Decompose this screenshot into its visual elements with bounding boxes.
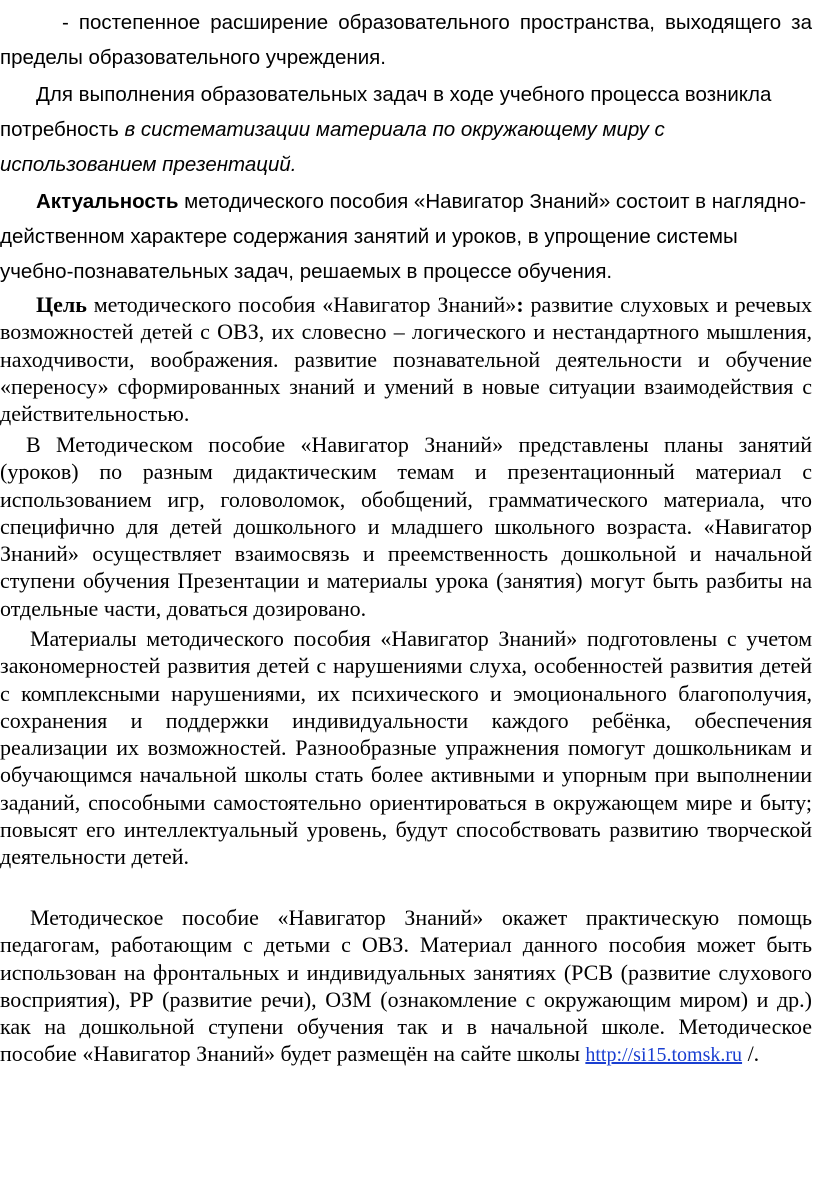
paragraph-1 [0, 5, 812, 75]
school-site-link[interactable]: http://si15.tomsk.ru [585, 1044, 743, 1067]
paragraph-5-text: В Методическом пособие «Навигатор Знаний» представлены планы занятий (уроков) по разным дидактическим темам и презентационный материал с использованием игр, головоломок, обобщений, грамматического материала, что специфично для детей дошкольного и младшего школьного возраста. «Навигатор Знаний» осуществляет взаимосвязь и преемственность дошкольной и начальной ступени обучения Презентации и материалы урока (занятия) могут быть разбиты на отдельные части, доваться дозировано. [0, 432, 812, 621]
paragraph-4-text-a: методического пособия «Навигатор Знаний» [86, 292, 517, 317]
paragraph-4-colon: : [516, 292, 524, 317]
paragraph-7 [0, 904, 812, 1070]
paragraph-5 [0, 431, 812, 622]
paragraph-4 [0, 291, 812, 427]
goal-heading: Цель [36, 292, 87, 317]
paragraph-6 [0, 625, 812, 871]
paragraph-2 [0, 77, 812, 182]
paragraph-7-tail: /. [742, 1041, 760, 1067]
paragraph-2-lead: Для выполнения образовательных задач в ходе учебного процесса возникла потребность [0, 83, 772, 141]
paragraph-1-text: - постепенное расширение образовательного пространства, выходящего за пределы образовательного учреждения. [0, 11, 812, 69]
paragraph-3-text: методического пособия «Навигатор Знаний» состоит в наглядно-действенном характере содержания занятий и уроков, в упрощение системы учебно-познавательных задач, решаемых в процессе обучения. [0, 190, 807, 283]
paragraph-2-italic: в систематизации материала по окружающему миру с использованием презентаций. [0, 118, 665, 176]
relevance-heading: Актуальность [36, 190, 179, 213]
paragraph-4-text-b: развитие слуховых и речевых возможностей детей с ОВЗ, их словесно – логического и нестандартного мышления, находчивости, воображения. развитие познавательной деятельности и обучение «переносу» сформированных знаний и умений в новые ситуации взаимодействия с действительностью. [0, 292, 812, 427]
paragraph-3 [0, 184, 812, 289]
paragraph-7-text: Методическое пособие «Навигатор Знаний» окажет практическую помощь педагогам, работающим с детьми с ОВЗ. Материал данного пособия может быть использован на фронтальных и индивидуальных занятиях (РСВ (развитие слухового восприятия), РР (развитие речи), ОЗМ (ознакомление с окружающим миром) и др.) как на дошкольной ступени обучения так и в начальной школе. Методическое пособие «Навигатор Знаний» будет размещён на сайте школы [0, 905, 812, 1067]
paragraph-6-text: Материалы методического пособия «Навигатор Знаний» подготовлены с учетом закономерностей развития детей с нарушениями слуха, особенностей развития детей с комплексными нарушениями, их психического и эмоционального благополучия, сохранения и поддержки индивидуальности каждого ребёнка, обеспечения реализации их возможностей. Разнообразные упражнения помогут дошкольникам и обучающимся начальной школы стать более активными и упорным при выполнении заданий, способными самостоятельно ориентироваться в окружающем мире и быту; повысят его интеллектуальный уровень, будут способствовать развитию творческой деятельности детей. [0, 626, 812, 870]
